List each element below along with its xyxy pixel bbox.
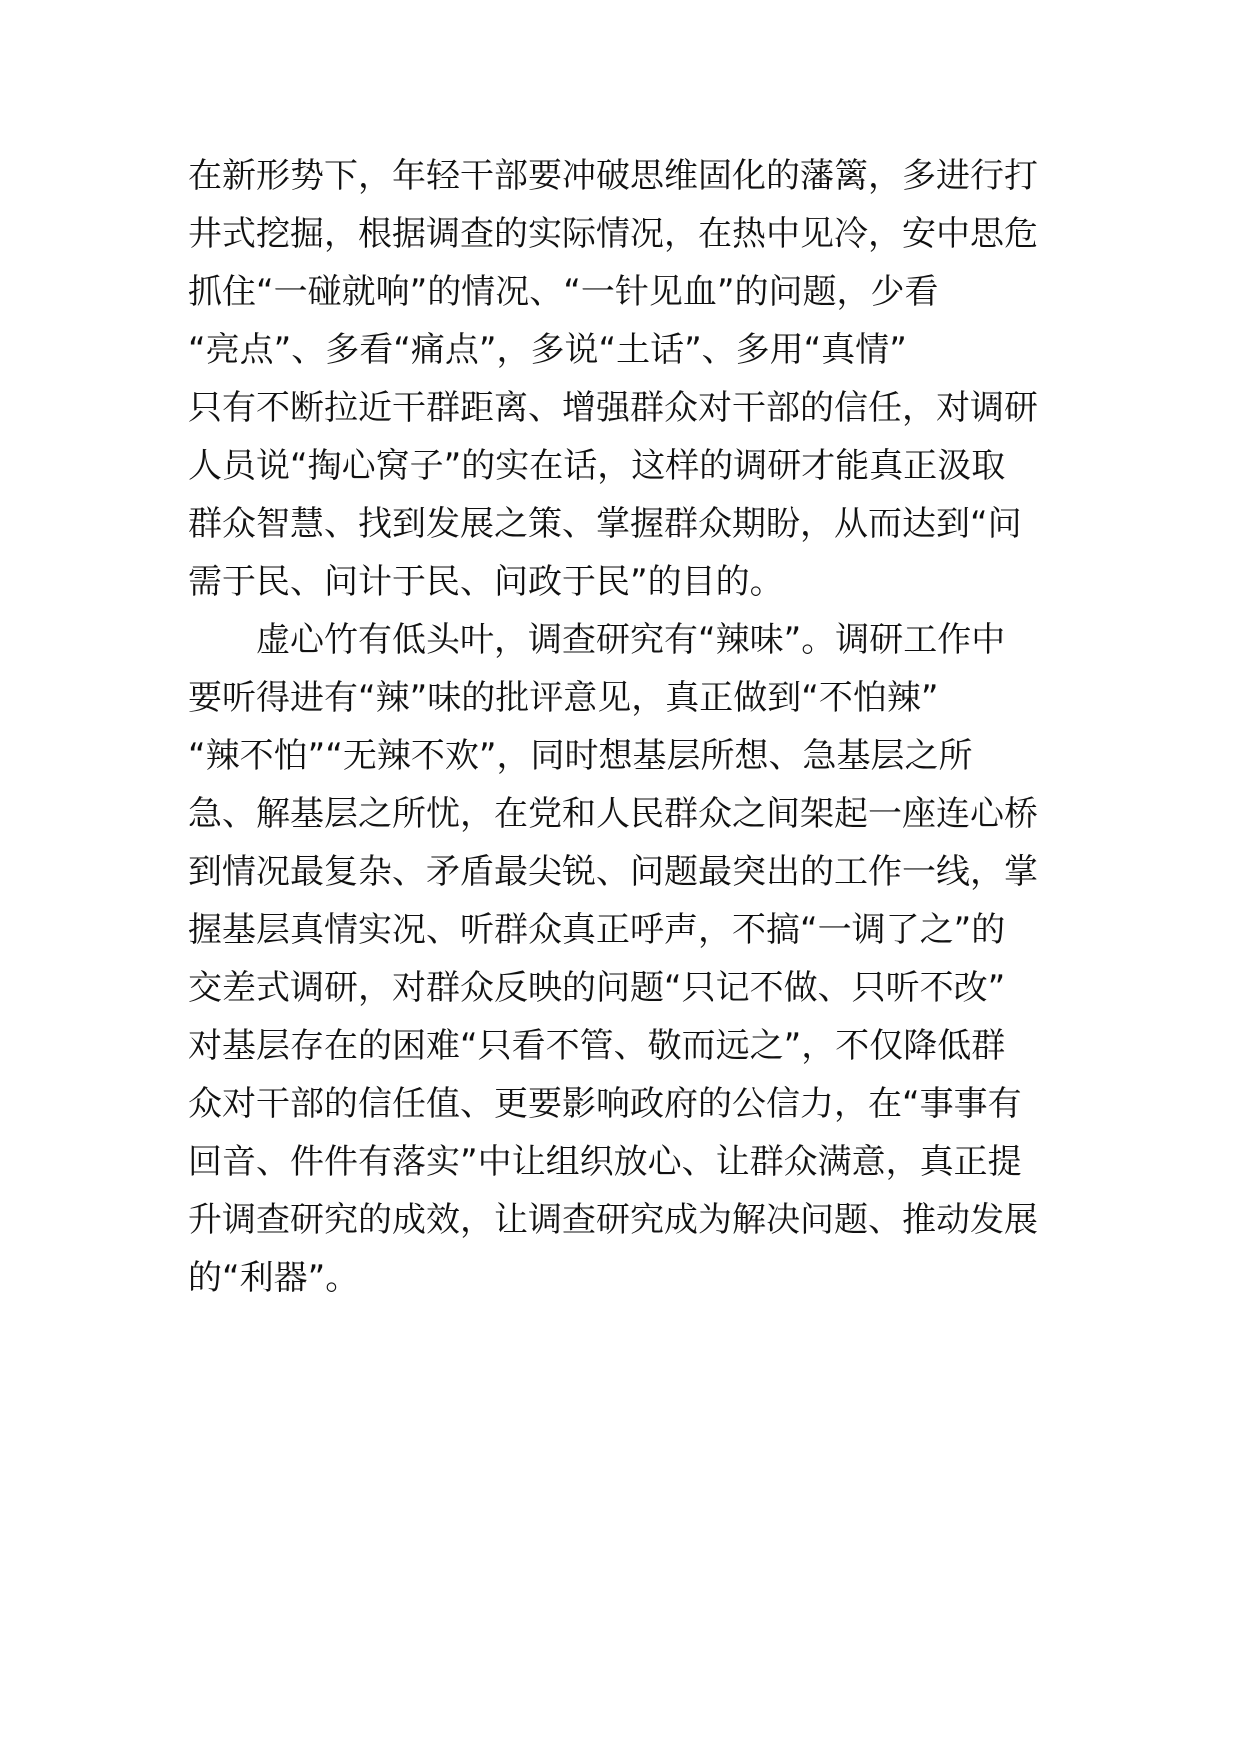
text-line: 交差式调研，对群众反映的问题“只记不做、只听不改” bbox=[188, 968, 1006, 1008]
text-line: 到情况最复杂、矛盾最尖锐、问题最突出的工作一线，掌 bbox=[188, 852, 1038, 892]
text-line: 急、解基层之所忧，在党和人民群众之间架起一座连心桥 bbox=[188, 794, 1038, 834]
text-line: 只有不断拉近干群距离、增强群众对干部的信任，对调研 bbox=[188, 388, 1038, 428]
text-line: 在新形势下，年轻干部要冲破思维固化的藩篱，多进行打 bbox=[188, 156, 1038, 196]
text-line: 人员说“掏心窝子”的实在话，这样的调研才能真正汲取 bbox=[188, 446, 1006, 486]
text-line: 对基层存在的困难“只看不管、敬而远之”，不仅降低群 bbox=[188, 1026, 1006, 1066]
text-line: 虚心竹有低头叶，调查研究有“辣味”。调研工作中 bbox=[256, 620, 1006, 660]
text-line: 抓住“一碰就响”的情况、“一针见血”的问题，少看 bbox=[188, 272, 939, 312]
text-line: “辣不怕”“无辣不欢”，同时想基层所想、急基层之所 bbox=[188, 736, 973, 776]
text-line: 握基层真情实况、听群众真正呼声，不搞“一调了之”的 bbox=[188, 910, 1006, 950]
text-line: 需于民、问计于民、问政于民”的目的。 bbox=[188, 562, 784, 602]
text-line: 升调查研究的成效，让调查研究成为解决问题、推动发展 bbox=[188, 1200, 1038, 1240]
text-line: 众对干部的信任值、更要影响政府的公信力，在“事事有 bbox=[188, 1084, 1022, 1124]
text-line: 的“利器”。 bbox=[188, 1258, 360, 1298]
text-line: “亮点”、多看“痛点”，多说“土话”、多用“真情” bbox=[188, 330, 907, 370]
text-line: 群众智慧、找到发展之策、掌握群众期盼，从而达到“问 bbox=[188, 504, 1022, 544]
text-line: 要听得进有“辣”味的批评意见，真正做到“不怕辣” bbox=[188, 678, 939, 718]
text-line: 回音、件件有落实”中让组织放心、让群众满意，真正提 bbox=[188, 1142, 1022, 1182]
text-line: 井式挖掘，根据调查的实际情况，在热中见冷，安中思危 bbox=[188, 214, 1038, 254]
